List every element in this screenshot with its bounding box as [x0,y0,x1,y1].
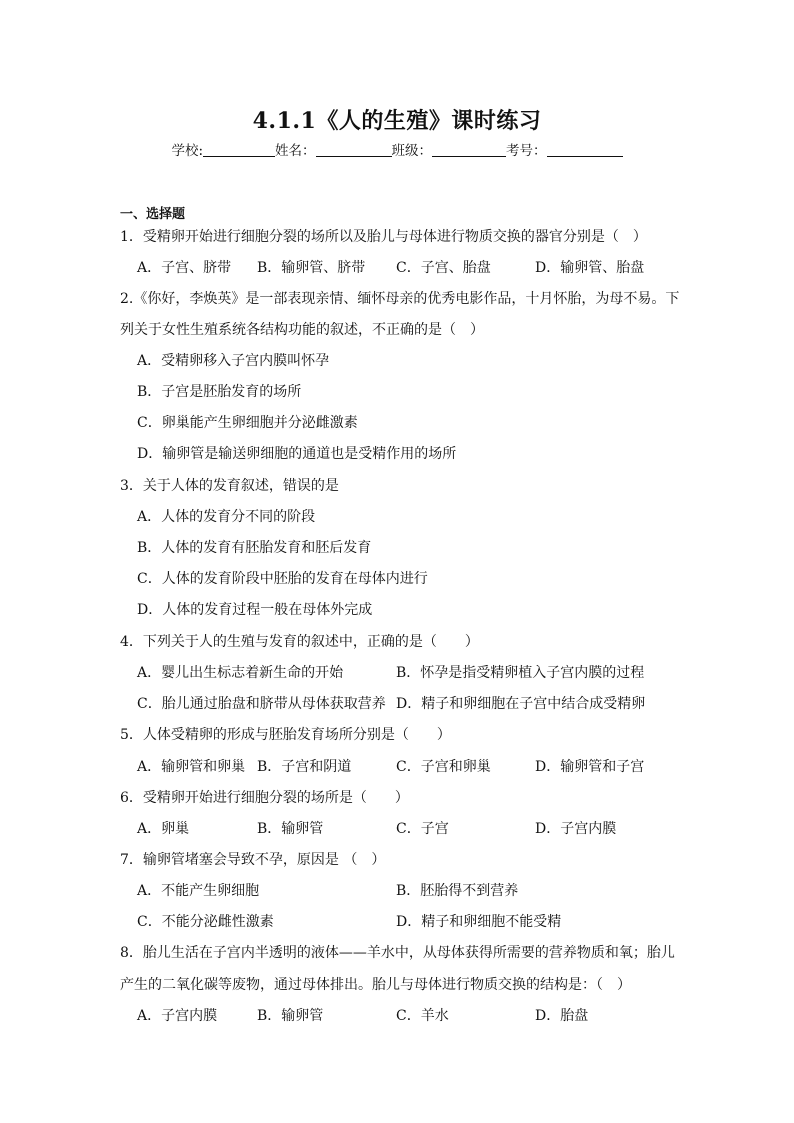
option-a: A．婴儿出生标志着新生命的开始 [137,665,344,681]
option-b: B．子宫和阴道 [257,759,352,775]
option-a: A．受精卵移入子宫内膜叫怀孕 [137,353,330,369]
question-stem-line: 8．胎儿生活在子宫内半透明的液体——羊水中，从母体获得所需要的营养物质和氧；胎儿 [120,945,675,961]
school-blank [203,142,275,157]
option-b: B．子宫是胚胎发育的场所 [137,384,302,400]
option-a: A．子宫内膜 [137,1008,218,1024]
question-stem: 5．人体受精卵的形成与胚胎发育场所分别是（ ） [120,727,451,743]
option-a: A．卵巢 [137,821,190,837]
option-a: A．人体的发育分不同的阶段 [137,509,316,525]
option-a: A．输卵管和卵巢 [137,759,246,775]
question-stem-line: 2.《你好，李焕英》是一部表现亲情、缅怀母亲的优秀电影作品，十月怀胎，为母不易。下 [120,291,680,307]
option-a: A．子宫、脐带 [137,260,232,276]
option-d: D．子宫内膜 [535,821,617,837]
page-title: 4.1.1《人的生殖》课时练习 [252,108,542,134]
option-a: A．不能产生卵细胞 [137,883,260,899]
option-b: B．胚胎得不到营养 [396,883,519,899]
option-b: B．输卵管、脐带 [257,260,366,276]
question-stem: 4．下列关于人的生殖与发育的叙述中，正确的是（ ） [120,634,479,650]
option-d: D．人体的发育过程一般在母体外完成 [137,602,373,618]
option-c: C．卵巢能产生卵细胞并分泌雌激素 [137,415,358,431]
option-b: B．输卵管 [257,821,324,837]
option-d: D．输卵管和子宫 [535,759,645,775]
question-stem: 6．受精卵开始进行细胞分裂的场所是（ ） [120,790,409,806]
section-heading: 一、选择题 [120,207,186,222]
option-d: D．精子和卵细胞不能受精 [396,914,562,930]
option-b: B．怀孕是指受精卵植入子宫内膜的过程 [396,665,645,681]
option-c: C．胎儿通过胎盘和脐带从母体获取营养 [137,696,386,712]
option-d: D．精子和卵细胞在子宫中结合成受精卵 [396,696,646,712]
question-stem: 3．关于人体的发育叙述，错误的是 [120,478,339,494]
option-c: C．人体的发育阶段中胚胎的发育在母体内进行 [137,571,428,587]
exam-number-label: 考号： [506,143,547,159]
question-stem: 7．输卵管堵塞会导致不孕，原因是 （ ） [120,852,386,868]
option-c: C．羊水 [396,1008,449,1024]
exam-number-blank [547,142,623,157]
question-stem: 1．受精卵开始进行细胞分裂的场所以及胎儿与母体进行物质交换的器官分别是（ ） [120,229,647,245]
student-info-line [0,139,794,159]
question-stem-line: 产生的二氧化碳等废物，通过母体排出。胎儿与母体进行物质交换的结构是：（ ） [120,977,631,993]
class-label: 班级： [391,143,433,159]
option-b: B．人体的发育有胚胎发育和胚后发育 [137,540,372,556]
class-blank [432,142,506,157]
option-d: D．输卵管、胎盘 [535,260,645,276]
option-c: C．子宫、胎盘 [396,260,491,276]
option-b: B．输卵管 [257,1008,324,1024]
school-label: 学校: [171,143,204,159]
option-c: C．子宫 [396,821,449,837]
option-d: D．输卵管是输送卵细胞的通道也是受精作用的场所 [137,446,457,462]
option-d: D．胎盘 [535,1008,589,1024]
option-c: C．不能分泌雌性激素 [137,914,274,930]
question-stem-line: 列关于女性生殖系统各结构功能的叙述，不正确的是（ ） [120,322,484,338]
name-blank [316,142,392,157]
option-c: C．子宫和卵巢 [396,759,491,775]
name-label: 姓名： [275,143,316,159]
